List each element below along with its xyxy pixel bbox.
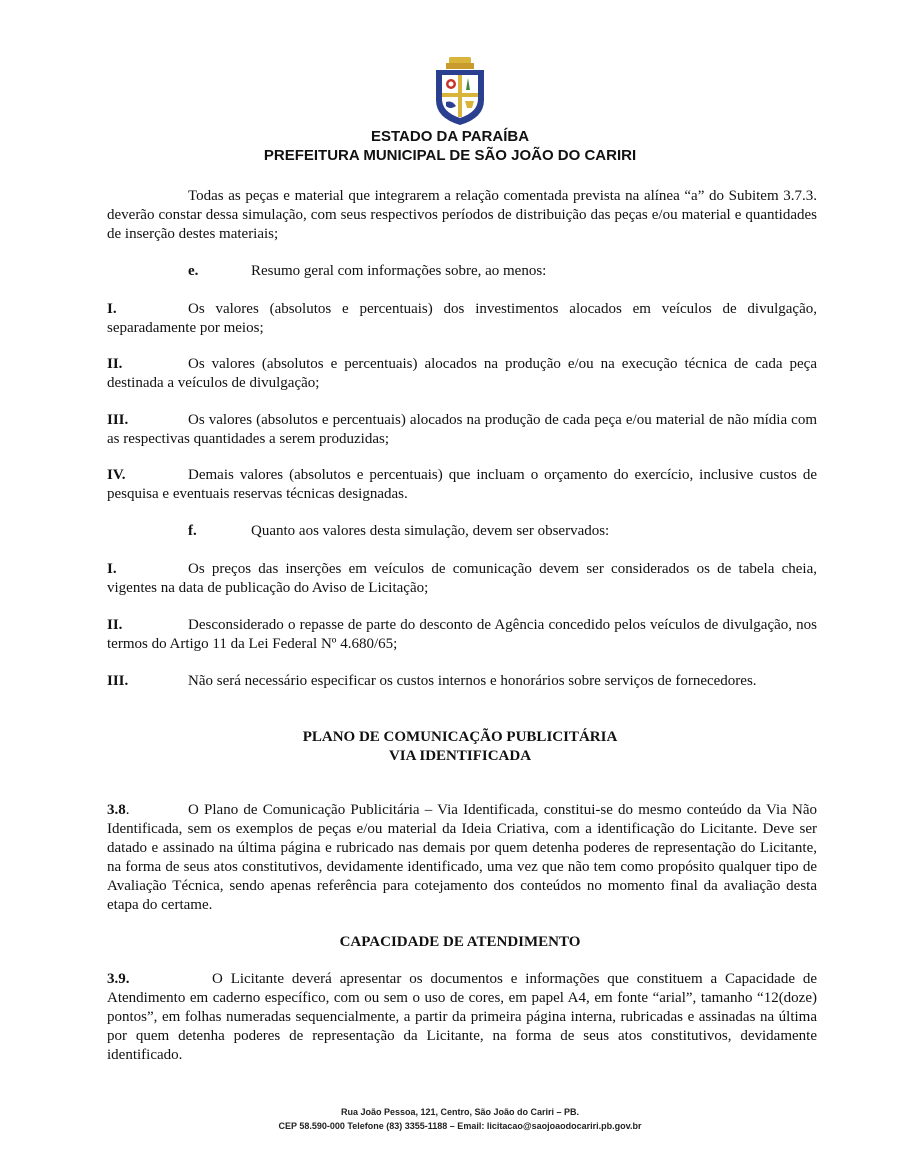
- item-e-text: Resumo geral com informações sobre, ao menos:: [251, 263, 547, 279]
- list-item-number: III.: [107, 673, 129, 689]
- list-item-number: II.: [107, 617, 123, 633]
- list-item-text: Demais valores (absolutos e percentuais) que incluam o orçamento do exercício, inclusive custos de pesquisa e eventuais reservas técnicas designadas.: [107, 467, 817, 502]
- section-number: 3.8.: [107, 802, 130, 818]
- list-item-text: Os valores (absolutos e percentuais) alocados na produção e/ou na execução técnica de cada peça destinada a veículos de divulgação;: [107, 356, 817, 391]
- section-text: O Plano de Comunicação Publicitária – Via Identificada, constitui-se do mesmo conteúdo da Via Não Identificada, sem os exemplos de peças e/ou material da Ideia Criativa, com a identificação do Licitante. Deve ser datado e assinado na última página e rubricado nas demais por quem detenha poderes de representação do Licitante, na forma de seus atos constitutivos, devidamente identificado, uma vez que não tem como propósito qualquer tipo de Avaliação Técnica, sendo apenas referência para cotejamento dos conteúdos no momento final da avaliação desta etapa do certame.: [107, 802, 817, 913]
- section-text: O Licitante deverá apresentar os documentos e informações que constituem a Capacidade de Atendimento em caderno específico, com ou sem o uso de cores, em papel A4, em fonte “arial”, tamanho “12(doze) pontos”, em folhas numeradas sequencialmente, a partir da primeira página interna, rubricadas e assinadas na última por quem detenha poderes de representação da Licitante, na forma de seus atos constitutivos, devidamente identificado.: [107, 971, 817, 1063]
- list-item-text: Desconsiderado o repasse de parte do desconto de Agência concedido pelos veículos de divulgação, nos termos do Artigo 11 da Lei Federal Nº 4.680/65;: [107, 617, 817, 652]
- list-item: [107, 466, 817, 504]
- plano-title-line1: PLANO DE COMUNICAÇÃO PUBLICITÁRIA: [302, 729, 618, 745]
- list-item-text: Os valores (absolutos e percentuais) alocados na produção de cada peça e/ou material de não mídia com as respectivas quantidades a serem produzidas;: [107, 412, 817, 447]
- list-item-number: I.: [107, 301, 117, 317]
- list-item-number: I.: [107, 561, 117, 577]
- list-item-text: Não será necessário especificar os custos internos e honorários sobre serviços de fornecedores.: [188, 673, 757, 689]
- item-e: [188, 262, 546, 281]
- section-3-9-paragraph: [107, 970, 817, 1065]
- list-item-number: II.: [107, 356, 123, 372]
- item-e-letter: e.: [188, 263, 199, 279]
- intro-paragraph: Todas as peças e material que integrarem a relação comentada prevista na alínea “a” do Subitem 3.7.3. deverão constar dessa simulação, com seus respectivos períodos de distribuição das peças e/ou material e quantidades de inserção destes materiais;: [107, 188, 817, 242]
- list-item: [107, 672, 817, 691]
- list-item: [107, 355, 817, 393]
- item-f-letter: f.: [188, 523, 197, 539]
- plano-title-line2: VIA IDENTIFICADA: [388, 748, 532, 764]
- list-item-number: IV.: [107, 467, 126, 483]
- section-3-8-paragraph: [107, 801, 817, 915]
- list-item-text: Os preços das inserções em veículos de comunicação devem ser considerados os de tabela cheia, vigentes na data de publicação do Aviso de Licitação;: [107, 561, 817, 596]
- list-item: [107, 411, 817, 449]
- section-number: 3.9.: [107, 971, 130, 987]
- footer-contact: CEP 58.590-000 Telefone (83) 3355-1188 – Email: licitacao@saojoaodocariri.pb.gov.br: [278, 1121, 642, 1131]
- capacidade-title: CAPACIDADE DE ATENDIMENTO: [339, 934, 581, 950]
- list-item: [107, 300, 817, 338]
- item-f-text: Quanto aos valores desta simulação, devem ser observados:: [251, 523, 610, 539]
- coat-of-arms-icon: [432, 56, 488, 126]
- list-item: [107, 560, 817, 598]
- item-f: [188, 522, 609, 541]
- footer-address: Rua João Pessoa, 121, Centro, São João do Cariri – PB.: [340, 1107, 580, 1117]
- list-item-number: III.: [107, 412, 129, 428]
- municipality-title: PREFEITURA MUNICIPAL DE SÃO JOÃO DO CARIRI: [263, 147, 637, 164]
- state-title: ESTADO DA PARAÍBA: [370, 128, 530, 145]
- list-item: [107, 616, 817, 654]
- list-item-text: Os valores (absolutos e percentuais) dos investimentos alocados em veículos de divulgação, separadamente por meios;: [107, 301, 817, 336]
